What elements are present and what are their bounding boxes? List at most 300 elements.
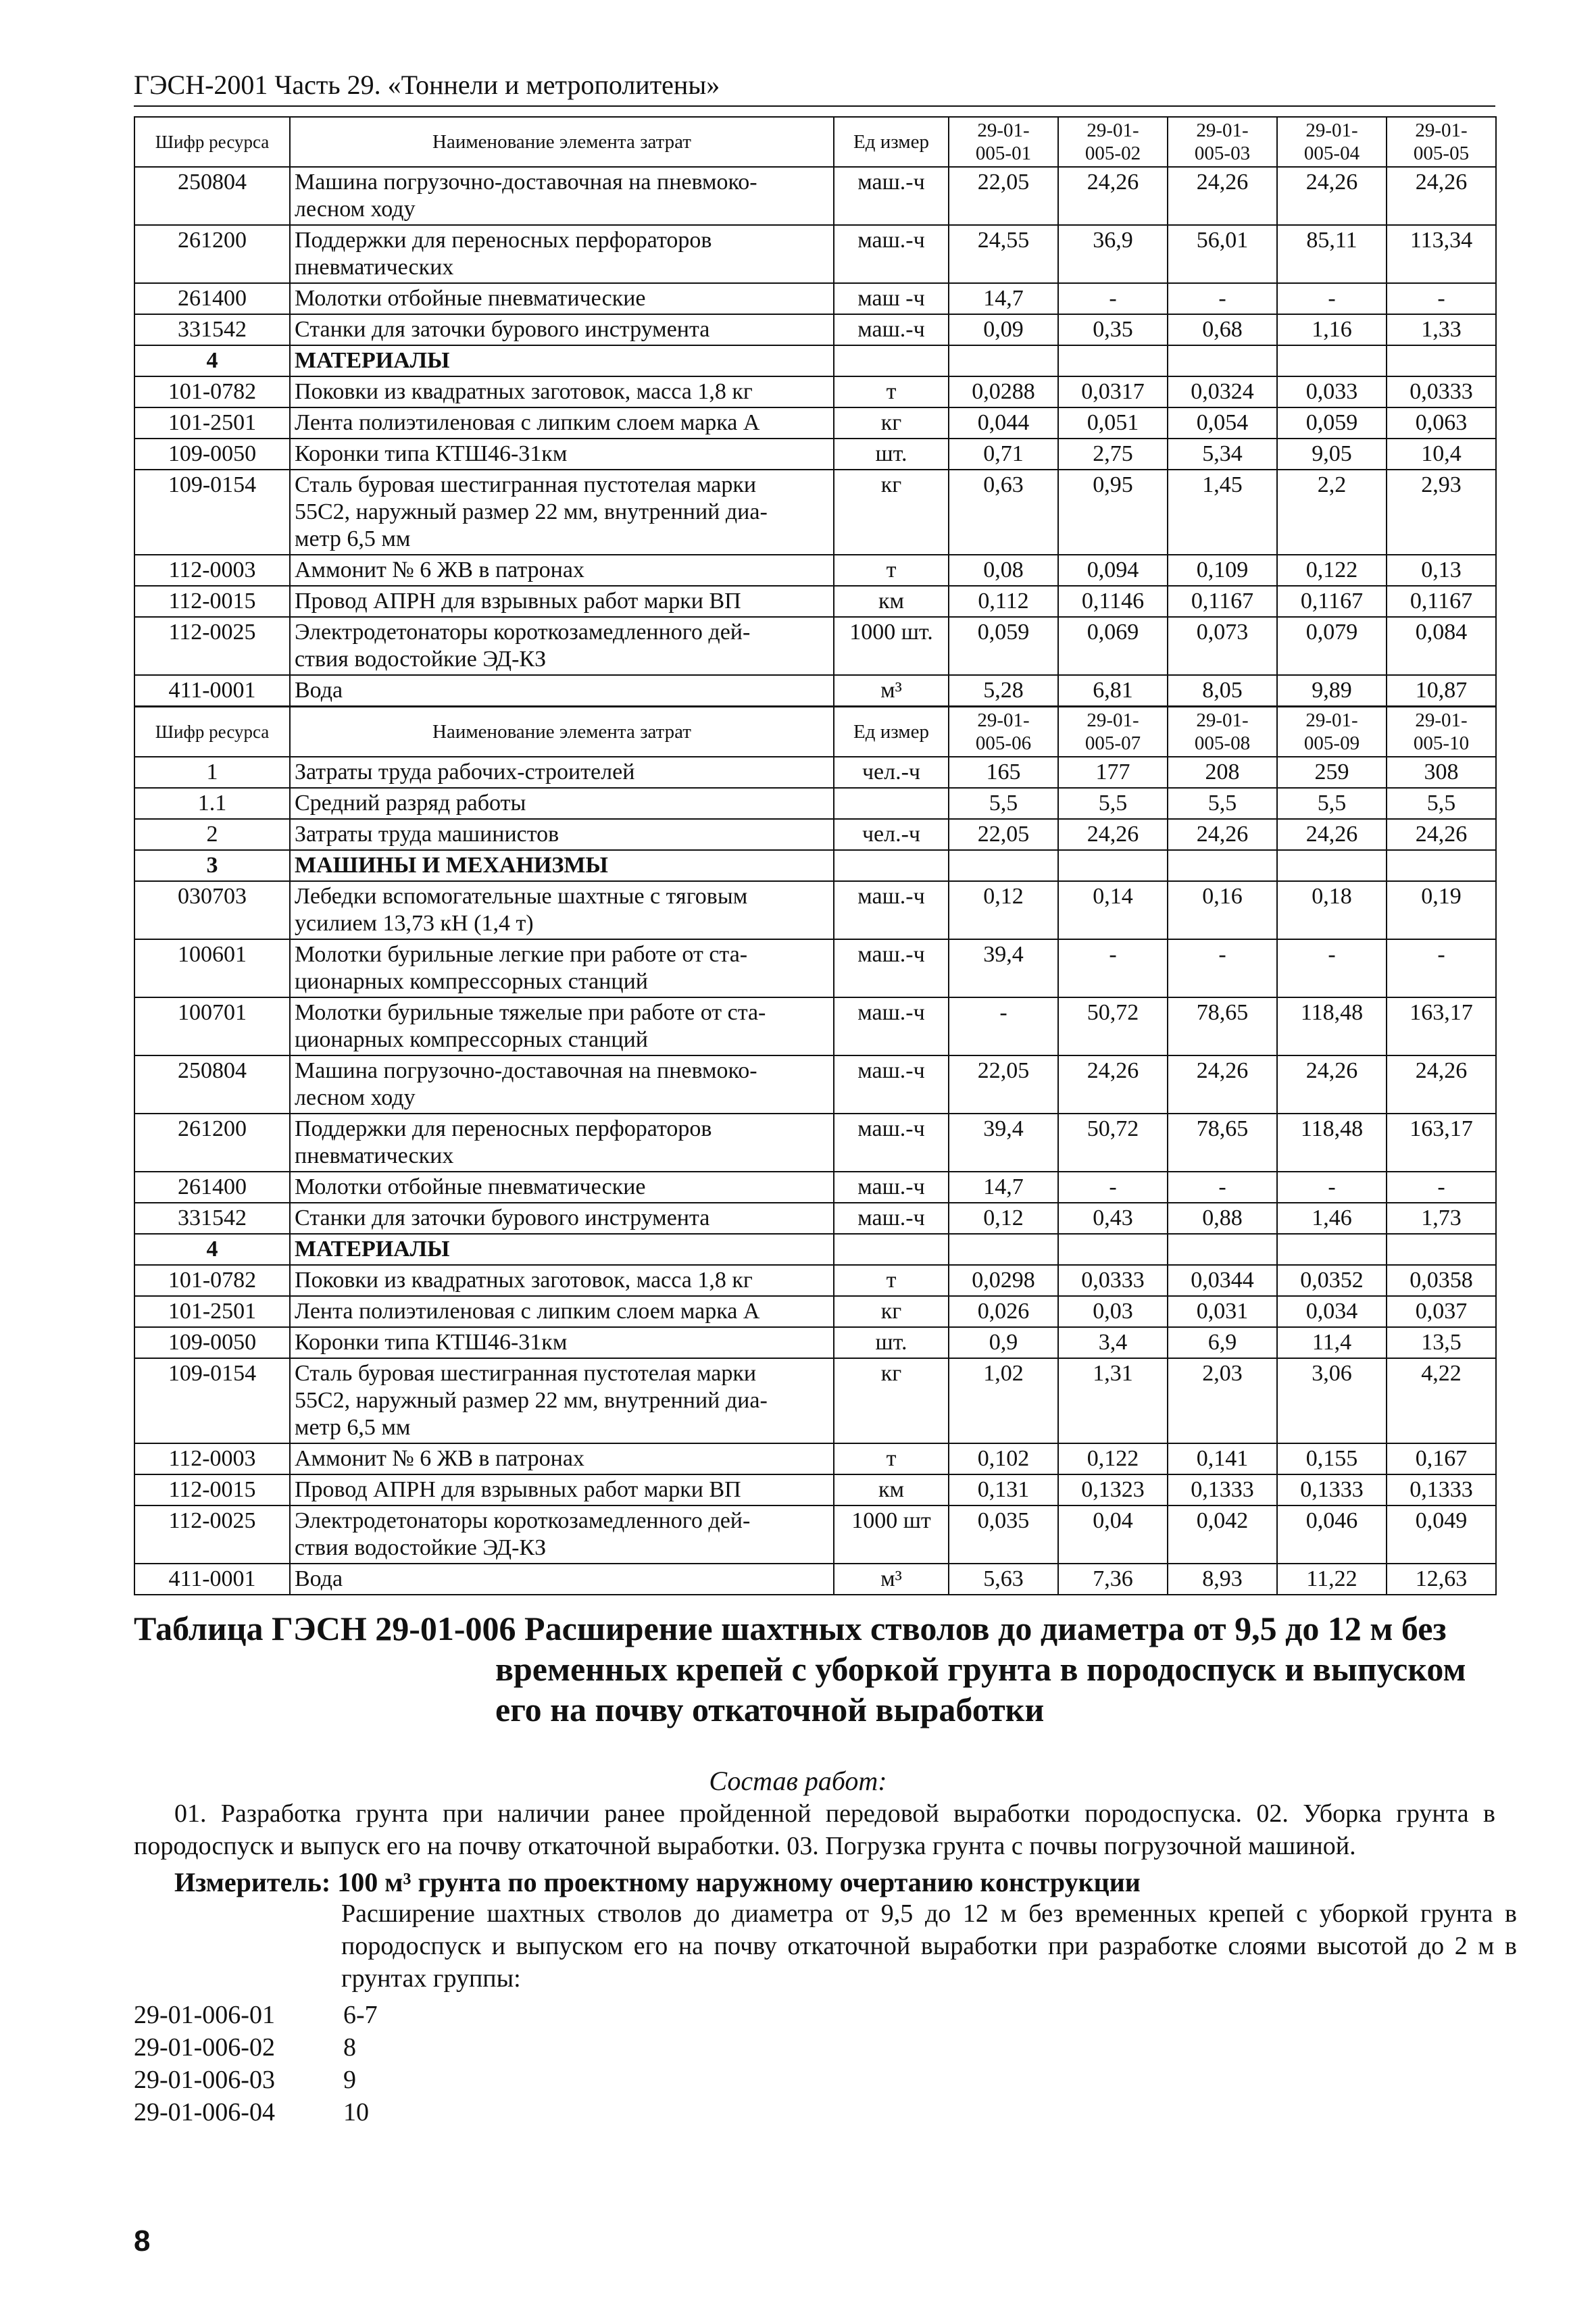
norm-value: 2,2 [1277,470,1387,555]
resource-name: Средний разряд работы [290,788,834,819]
norm-value: 0,102 [949,1443,1058,1474]
resource-code: 030703 [134,881,290,939]
resource-name: Молотки отбойные пневматические [290,1172,834,1203]
norm-value: 11,22 [1277,1564,1387,1595]
norm-value: 5,28 [949,675,1058,706]
resource-name: Молотки отбойные пневматические [290,283,834,314]
norm-value: 10,4 [1387,439,1496,470]
norm-value: 0,19 [1387,881,1496,939]
norm-value: 118,48 [1277,997,1387,1055]
norm-value: 10,87 [1387,675,1496,706]
section-row [134,345,1496,376]
norm-value: 165 [949,757,1058,788]
norm-value: 24,26 [1277,819,1387,850]
norm-value: 24,26 [1387,819,1496,850]
list-item [134,2064,378,2096]
column-header-norm: 29-01- 005-03 [1168,117,1277,167]
resource-code: 1.1 [134,788,290,819]
table-body [134,757,1496,1595]
column-header-norm: 29-01- 005-09 [1277,707,1387,757]
norm-value: 0,167 [1387,1443,1496,1474]
column-header-code: Шифр ресурса [134,707,290,757]
norm-code: 29-01-006-01 [134,2001,275,2029]
norm-value: 39,4 [949,939,1058,997]
norm-value: 0,1333 [1387,1474,1496,1505]
resource-unit [834,850,949,881]
resource-name: Провод АПРН для взрывных работ марки ВП [290,1474,834,1505]
resource-unit: шт. [834,1327,949,1358]
resource-unit: т [834,555,949,586]
norm-value: 24,26 [1277,1055,1387,1114]
norm-value: 85,11 [1277,225,1387,283]
norm-value: - [1168,1172,1277,1203]
norm-value [1058,1234,1168,1265]
resource-unit: маш.-ч [834,1114,949,1172]
resource-code: 100601 [134,939,290,997]
resource-code: 4 [134,345,290,376]
norm-value: 0,9 [949,1327,1058,1358]
norm-value: - [1058,939,1168,997]
resource-code: 3 [134,850,290,881]
norm-value: 36,9 [1058,225,1168,283]
resource-name: Вода [290,1564,834,1595]
norm-value: 0,0288 [949,376,1058,407]
resource-name: Затраты труда машинистов [290,819,834,850]
norm-value: 0,1167 [1168,586,1277,617]
norm-value: 5,5 [1058,788,1168,819]
table-header-row [134,117,1496,167]
norm-value: 39,4 [949,1114,1058,1172]
resource-unit: 1000 шт. [834,617,949,675]
sostav-text: 01. Разработка грунта при наличии ранее пройденной передовой выработки породоспуска. 02. Уборка грунта в породоспуск и выпуск его на почву откаточной выработки. 03. Погрузка грунта с почвы погрузочной машиной. [134,1799,1495,1860]
norm-value: 0,031 [1168,1296,1277,1327]
resource-name: МАТЕРИАЛЫ [290,1234,834,1265]
norm-value: 5,63 [949,1564,1058,1595]
norm-value: 7,36 [1058,1564,1168,1595]
norm-value: 4,22 [1387,1358,1496,1443]
resource-code: 331542 [134,314,290,345]
norm-code: 29-01-006-02 [134,2033,275,2062]
norm-value [1277,850,1387,881]
resource-unit: м³ [834,675,949,706]
norm-value: 50,72 [1058,1114,1168,1172]
norm-value: 0,14 [1058,881,1168,939]
table-title-line: его на почву откаточной выработки [495,1691,1045,1728]
norm-value: 12,63 [1387,1564,1496,1595]
column-header-code: Шифр ресурса [134,117,290,167]
norm-value: - [1277,1172,1387,1203]
norm-value: 0,026 [949,1296,1058,1327]
resource-unit: маш.-ч [834,997,949,1055]
norm-value: 0,112 [949,586,1058,617]
norm-value: 3,06 [1277,1358,1387,1443]
norm-value: 0,16 [1168,881,1277,939]
table-row [134,819,1496,850]
resource-code: 101-0782 [134,376,290,407]
resource-code: 101-0782 [134,1265,290,1296]
norm-value: - [1277,939,1387,997]
norm-value: - [1058,283,1168,314]
resource-unit: чел.-ч [834,819,949,850]
norm-value: 0,059 [949,617,1058,675]
resource-unit: км [834,1474,949,1505]
column-header-norm: 29-01- 005-08 [1168,707,1277,757]
resource-name: Станки для заточки бурового инструмента [290,314,834,345]
header-rule [134,105,1495,107]
resource-code: 101-2501 [134,1296,290,1327]
resource-code: 411-0001 [134,1564,290,1595]
norm-code: 29-01-006-03 [134,2066,275,2094]
norm-value: 0,054 [1168,407,1277,439]
norm-value: 0,035 [949,1505,1058,1564]
resource-code: 112-0015 [134,1474,290,1505]
norm-value: 308 [1387,757,1496,788]
norm-value: 13,5 [1387,1327,1496,1358]
norm-value: 0,131 [949,1474,1058,1505]
table-row [134,225,1496,283]
resource-unit: маш.-ч [834,939,949,997]
norm-value: 0,68 [1168,314,1277,345]
norm-value: 1,02 [949,1358,1058,1443]
table-row [134,788,1496,819]
column-header-norm: 29-01- 005-05 [1387,117,1496,167]
norm-value [949,850,1058,881]
resource-name: Коронки типа КТШ46-31км [290,439,834,470]
norm-value: 0,71 [949,439,1058,470]
table-row [134,1358,1496,1443]
soil-group: 9 [343,2066,356,2094]
resource-unit: чел.-ч [834,757,949,788]
resource-unit: км [834,586,949,617]
resource-name: Лента полиэтиленовая с липким слоем марка А [290,407,834,439]
resource-name: Поддержки для переносных перфораторов пневматических [290,1114,834,1172]
resource-code: 112-0003 [134,1443,290,1474]
norm-value [1058,850,1168,881]
list-item [134,2031,378,2064]
norm-value: 0,0358 [1387,1265,1496,1296]
norm-value: 11,4 [1277,1327,1387,1358]
resource-name: Поковки из квадратных заготовок, масса 1,8 кг [290,1265,834,1296]
resource-unit: кг [834,407,949,439]
section-row [134,850,1496,881]
norm-value: 22,05 [949,819,1058,850]
norm-code-list [134,1999,378,2129]
norm-value: 208 [1168,757,1277,788]
norm-value: 0,042 [1168,1505,1277,1564]
resource-unit [834,1234,949,1265]
norm-value: 9,89 [1277,675,1387,706]
resource-unit: 1000 шт [834,1505,949,1564]
norm-value [1277,345,1387,376]
norm-value [1058,345,1168,376]
norm-value: 0,109 [1168,555,1277,586]
norm-value: - [1387,283,1496,314]
norm-value: 5,5 [1387,788,1496,819]
table-row [134,376,1496,407]
norm-value: 0,063 [1387,407,1496,439]
resource-unit [834,788,949,819]
norm-value: 78,65 [1168,997,1277,1055]
column-header-norm: 29-01- 005-01 [949,117,1058,167]
norm-value [1168,345,1277,376]
table-row [134,1296,1496,1327]
norm-value: 0,069 [1058,617,1168,675]
norm-code: 29-01-006-04 [134,2098,275,2126]
resource-unit: т [834,1443,949,1474]
resource-name: Машина погрузочно-доставочная на пневмоко- лесном ходу [290,1055,834,1114]
column-header-norm: 29-01- 005-04 [1277,117,1387,167]
soil-group: 6-7 [343,2001,378,2029]
norm-value: 5,5 [1277,788,1387,819]
column-header-unit: Ед измер [834,117,949,167]
norm-value: 0,18 [1277,881,1387,939]
norm-value [1387,345,1496,376]
resource-unit [834,345,949,376]
norm-value: 0,1323 [1058,1474,1168,1505]
norm-value: 8,05 [1168,675,1277,706]
norm-value: - [1387,1172,1496,1203]
table-row [134,675,1496,706]
table-row [134,1114,1496,1172]
norm-value: 0,046 [1277,1505,1387,1564]
resource-code: 261400 [134,1172,290,1203]
table-row [134,1443,1496,1474]
resource-table-1 [134,116,1497,707]
norm-value: 78,65 [1168,1114,1277,1172]
resource-unit: маш -ч [834,283,949,314]
norm-value: - [1277,283,1387,314]
norm-description: Расширение шахтных стволов до диаметра от 9,5 до 12 м без временных крепей с уборкой грунта в породоспуск и выпуском его на почву откаточной выработки при разработке слоями высотой до 2 м в грунтах группы: [341,1899,1517,1993]
norm-value [1168,1234,1277,1265]
resource-unit: т [834,376,949,407]
norm-value: 0,1146 [1058,586,1168,617]
norm-value: 1,73 [1387,1203,1496,1234]
izmeritel: Измеритель: 100 м³ грунта по проектному наружному очертанию конструкции [174,1867,1141,1897]
norm-value: 0,0344 [1168,1265,1277,1296]
resource-code: 109-0154 [134,1358,290,1443]
resource-code: 1 [134,757,290,788]
norm-value: 0,43 [1058,1203,1168,1234]
resource-unit: шт. [834,439,949,470]
resource-code: 2 [134,819,290,850]
table-row [134,1505,1496,1564]
norm-value: 177 [1058,757,1168,788]
norm-value: 0,037 [1387,1296,1496,1327]
norm-value: 0,079 [1277,617,1387,675]
resource-code: 4 [134,1234,290,1265]
resource-code: 109-0050 [134,439,290,470]
running-header: ГЭСН-2001 Часть 29. «Тоннели и метрополитены» [134,70,720,100]
norm-value: 0,0352 [1277,1265,1387,1296]
norm-value: 24,26 [1058,167,1168,225]
norm-value: 9,05 [1277,439,1387,470]
resource-code: 250804 [134,1055,290,1114]
norm-value: 0,12 [949,881,1058,939]
resource-name: Поддержки для переносных перфораторов пневматических [290,225,834,283]
norm-value: 24,26 [1058,1055,1168,1114]
table-header-row [134,707,1496,757]
norm-value: 0,1333 [1168,1474,1277,1505]
norm-value: 24,26 [1168,167,1277,225]
resource-name: МАТЕРИАЛЫ [290,345,834,376]
norm-value [949,345,1058,376]
resource-table-2 [134,706,1497,1595]
resource-unit: маш.-ч [834,314,949,345]
norm-value [949,1234,1058,1265]
table-row [134,1265,1496,1296]
table-title-line: Таблица ГЭСН 29-01-006 Расширение шахтных стволов до диаметра от 9,5 до 12 м без [134,1610,1447,1647]
resource-unit: кг [834,470,949,555]
norm-value: 0,08 [949,555,1058,586]
norm-value [1277,1234,1387,1265]
norm-value: 24,26 [1387,1055,1496,1114]
column-header-unit: Ед измер [834,707,949,757]
resource-code: 331542 [134,1203,290,1234]
resource-unit: маш.-ч [834,1055,949,1114]
table-row [134,881,1496,939]
page-number: 8 [134,2224,151,2258]
table-row [134,586,1496,617]
resource-code: 109-0154 [134,470,290,555]
soil-group: 10 [343,2098,369,2126]
norm-value: 0,03 [1058,1296,1168,1327]
norm-value: 0,141 [1168,1443,1277,1474]
sostav-label: Состав работ: [709,1766,887,1796]
resource-name: Сталь буровая шестигранная пустотелая марки 55С2, наружный размер 22 мм, внутренний диа- метр 6,5 мм [290,470,834,555]
norm-value: 24,26 [1168,1055,1277,1114]
norm-value: 0,09 [949,314,1058,345]
resource-code: 101-2501 [134,407,290,439]
norm-value: 56,01 [1168,225,1277,283]
table-row [134,1172,1496,1203]
norm-value: 0,0333 [1387,376,1496,407]
table-row [134,283,1496,314]
resource-name: МАШИНЫ И МЕХАНИЗМЫ [290,850,834,881]
resource-unit: маш.-ч [834,225,949,283]
norm-value: 0,1167 [1277,586,1387,617]
norm-value: 3,4 [1058,1327,1168,1358]
norm-value: 14,7 [949,1172,1058,1203]
table-row [134,439,1496,470]
table-row [134,470,1496,555]
norm-value: 1,46 [1277,1203,1387,1234]
norm-value: 22,05 [949,1055,1058,1114]
norm-value: - [949,997,1058,1055]
table-row [134,167,1496,225]
norm-value: 2,75 [1058,439,1168,470]
column-header-norm: 29-01- 005-07 [1058,707,1168,757]
norm-value: 0,95 [1058,470,1168,555]
resource-name: Молотки бурильные тяжелые при работе от ста- ционарных компрессорных станций [290,997,834,1055]
resource-code: 100701 [134,997,290,1055]
norm-value: 163,17 [1387,1114,1496,1172]
norm-value: 8,93 [1168,1564,1277,1595]
norm-value: 0,88 [1168,1203,1277,1234]
table-row [134,1327,1496,1358]
norm-value: 113,34 [1387,225,1496,283]
norm-value: - [1387,939,1496,997]
resource-name: Поковки из квадратных заготовок, масса 1,8 кг [290,376,834,407]
table-row [134,757,1496,788]
resource-code: 112-0003 [134,555,290,586]
norm-value: 24,26 [1277,167,1387,225]
table-body [134,167,1496,706]
soil-group: 8 [343,2033,356,2062]
list-item [134,1999,378,2031]
resource-unit: м³ [834,1564,949,1595]
norm-value: 0,1167 [1387,586,1496,617]
norm-value: 0,122 [1058,1443,1168,1474]
norm-value: 0,0317 [1058,376,1168,407]
norm-value: 0,122 [1277,555,1387,586]
resource-name: Машина погрузочно-доставочная на пневмоко- лесном ходу [290,167,834,225]
column-header-norm: 29-01- 005-10 [1387,707,1496,757]
norm-value: 24,26 [1058,819,1168,850]
norm-value: 2,93 [1387,470,1496,555]
norm-value: 0,073 [1168,617,1277,675]
norm-value: 0,059 [1277,407,1387,439]
norm-value: 14,7 [949,283,1058,314]
norm-value: 0,12 [949,1203,1058,1234]
table-row [134,1564,1496,1595]
norm-value: - [1058,1172,1168,1203]
column-header-name: Наименование элемента затрат [290,707,834,757]
table-row [134,1055,1496,1114]
list-item [134,2096,378,2129]
resource-name: Провод АПРН для взрывных работ марки ВП [290,586,834,617]
norm-value: 0,051 [1058,407,1168,439]
norm-value: 24,55 [949,225,1058,283]
resource-name: Сталь буровая шестигранная пустотелая марки 55С2, наружный размер 22 мм, внутренний диа- метр 6,5 мм [290,1358,834,1443]
resource-name: Лента полиэтиленовая с липким слоем марка А [290,1296,834,1327]
resource-code: 261200 [134,1114,290,1172]
resource-unit: кг [834,1358,949,1443]
resource-code: 411-0001 [134,675,290,706]
norm-value: 0,35 [1058,314,1168,345]
norm-value: 0,033 [1277,376,1387,407]
norm-value: 0,094 [1058,555,1168,586]
resource-unit: маш.-ч [834,1203,949,1234]
norm-value: 24,26 [1168,819,1277,850]
table-row [134,407,1496,439]
resource-code: 261200 [134,225,290,283]
resource-code: 261400 [134,283,290,314]
norm-value: 6,81 [1058,675,1168,706]
table-row [134,939,1496,997]
norm-value: 0,0333 [1058,1265,1168,1296]
norm-value: 0,13 [1387,555,1496,586]
resource-name: Лебедки вспомогательные шахтные с тяговым усилием 13,73 кН (1,4 т) [290,881,834,939]
norm-value: 0,0324 [1168,376,1277,407]
column-header-name: Наименование элемента затрат [290,117,834,167]
table-row [134,555,1496,586]
norm-value: 259 [1277,757,1387,788]
resource-name: Аммонит № 6 ЖВ в патронах [290,555,834,586]
norm-value: 5,34 [1168,439,1277,470]
table-row [134,997,1496,1055]
resource-code: 112-0015 [134,586,290,617]
resource-unit: кг [834,1296,949,1327]
norm-value: 1,45 [1168,470,1277,555]
norm-value: 163,17 [1387,997,1496,1055]
norm-value: 0,63 [949,470,1058,555]
resource-name: Станки для заточки бурового инструмента [290,1203,834,1234]
resource-unit: маш.-ч [834,1172,949,1203]
norm-value: 5,5 [949,788,1058,819]
column-header-norm: 29-01- 005-06 [949,707,1058,757]
table-row [134,1203,1496,1234]
resource-unit: маш.-ч [834,167,949,225]
